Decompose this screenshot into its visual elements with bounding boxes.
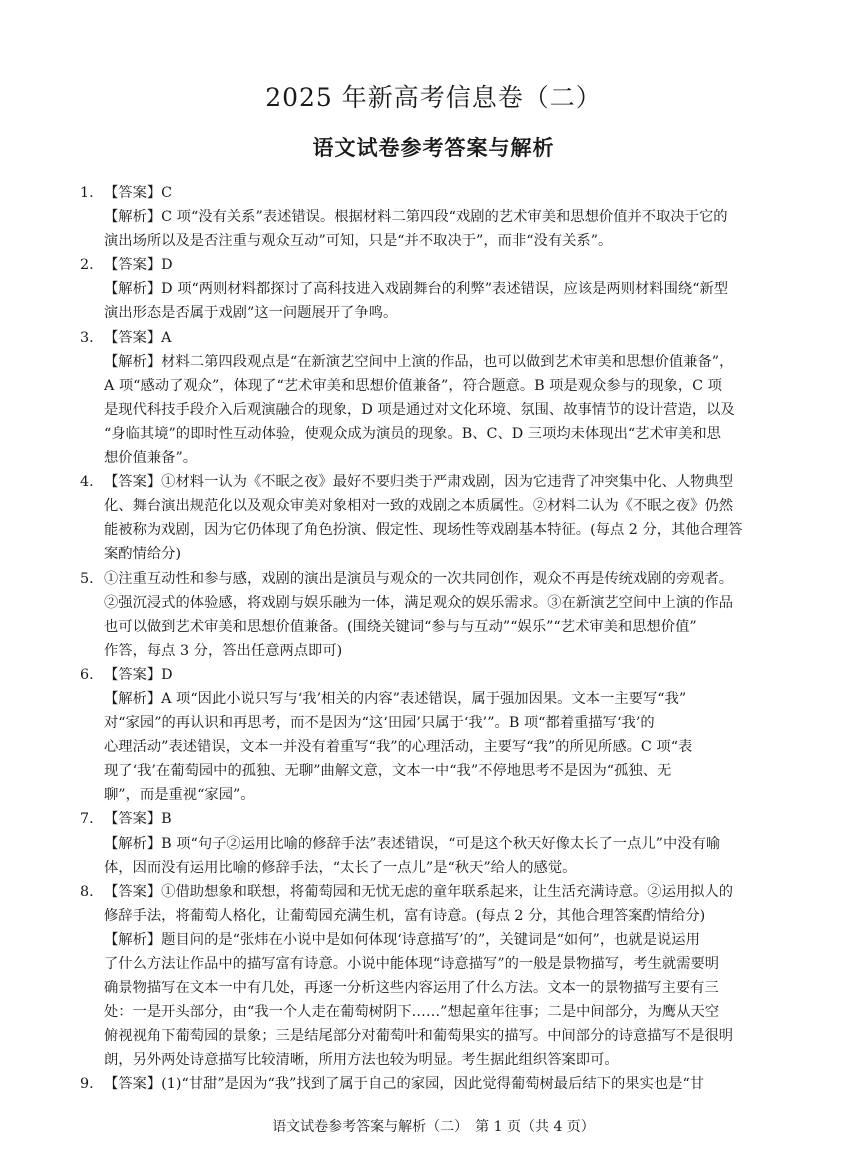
answer-text-line: 俯视视角下葡萄园的景象；三是结尾部分对葡萄叶和葡萄果实的描写。中间部分的诗意描写不是很明 <box>104 1028 734 1045</box>
question-number: 4. <box>80 474 94 491</box>
answer-item <box>80 807 786 879</box>
answer-text-line: 能被称为戏剧，因为它仍体现了角色扮演、假定性、现场性等戏剧基本特征。(每点 2 分，其他合理答 <box>104 522 743 539</box>
answer-text-line: 聊”，而是重视“家园”。 <box>104 787 255 804</box>
answer-text-line: A 项“感动了观众”，体现了“艺术审美和思想价值兼备”，符合题意。B 项是观众参与的现象，C 项 <box>104 377 722 394</box>
answer-text-line: 【答案】A <box>104 329 172 346</box>
answer-item <box>80 880 786 1073</box>
answer-text-line: 【答案】(1)“甘甜”是因为“我”找到了属于自己的家园，因此觉得葡萄树最后结下的果实也是“甘 <box>104 1076 705 1093</box>
answer-text-line: 【答案】B <box>104 811 172 828</box>
answer-text-line: 【解析】B 项“句子②运用比喻的修辞手法”表述错误，“可是这个秋天好像太长了一点儿”中没有喻 <box>104 835 721 852</box>
answer-item <box>80 1072 786 1096</box>
answer-text-line: ②强沉浸式的体验感，将戏剧与娱乐融为一体，满足观众的娱乐需求。③在新演艺空间中上演的作品 <box>104 594 734 611</box>
answer-text-line: 【答案】D <box>104 666 173 683</box>
page-subtitle: 语文试卷参考答案与解析 <box>312 135 555 160</box>
answer-text-line: 案酌情给分) <box>104 546 182 563</box>
question-number: 7. <box>80 811 94 828</box>
answer-text-line: 是现代科技手段介入后观演融合的现象，D 项是通过对文化环境、氛围、故事情节的设计营造，以及 <box>104 401 735 418</box>
answer-item <box>80 253 786 325</box>
answer-text-line: 【答案】C <box>104 185 173 201</box>
answer-text-line: 【解析】A 项“因此小说只写与‘我’相关的内容”表述错误，属于强加因果。文本一主要写“我” <box>104 690 687 707</box>
question-number: 2. <box>80 257 94 274</box>
answer-text-line: 【解析】D 项“两则材料都探讨了高科技进入戏剧舞台的利弊”表述错误，应该是两则材料围绕“新型 <box>104 281 729 298</box>
answer-text-line: 【解析】题目问的是“张炜在小说中是如何体现‘诗意描写’的”，关键词是“如何”，也就是说运用 <box>104 931 700 948</box>
question-number: 9. <box>80 1076 94 1093</box>
answer-text-line: 心理活动”表述错误，文本一并没有着重写“我”的心理活动，主要写“我”的所见所感。C 项“表 <box>104 739 693 756</box>
question-number: 8. <box>80 883 94 900</box>
answer-text-line: 体，因而没有运用比喻的修辞手法，“太长了一点儿”是“秋天”给人的感觉。 <box>104 859 577 876</box>
answer-text-line: 现了‘我’在葡萄园中的孤独、无聊”曲解文意，文本一中“我”不停地思考不是因为“孤独、无 <box>104 763 672 780</box>
answer-item <box>80 181 786 253</box>
answer-item <box>80 567 786 663</box>
question-number: 5. <box>80 570 94 587</box>
question-number: 3. <box>80 329 94 346</box>
answer-text-line: 演出场所以及是否注重与观众互动”可知，只是“并不取决于”，而非“没有关系”。 <box>104 233 613 250</box>
question-number: 1. <box>80 185 94 201</box>
page-title: 2025 年新高考信息卷（二） <box>265 83 602 112</box>
answer-text-line: 确景物描写在文本一中有几处，再逐一分析这些内容运用了什么方法。文本一的景物描写主要有三 <box>104 980 719 997</box>
answer-item <box>80 663 786 808</box>
answer-text-line: 朗，另外两处诗意描写比较清晰，所用方法也较为明显。考生据此组织答案即可。 <box>104 1052 619 1069</box>
answer-text-line: 【解析】C 项“没有关系”表述错误。根据材料二第四段“戏剧的艺术审美和思想价值并不取决于它的 <box>104 209 728 226</box>
answer-list <box>80 181 786 1097</box>
answer-text-line: “身临其境”的即时性互动体验，使观众成为演员的现象。B、C、D 三项均未体现出“艺术审美和思 <box>104 425 721 442</box>
answer-text-line: 化、舞台演出规范化以及观众审美对象相对一致的戏剧之本质属性。②材料二认为《不眠之夜》仍然 <box>104 498 734 515</box>
answer-text-line: 演出形态是否属于戏剧”这一问题展开了争鸣。 <box>104 305 398 322</box>
answer-text-line: 【答案】①借助想象和联想，将葡萄园和无忧无虑的童年联系起来，让生活充满诗意。②运用拟人的 <box>104 883 734 900</box>
answer-text-line: 作答，每点 3 分，答出任意两点即可) <box>104 642 343 659</box>
answer-text-line: 修辞手法，将葡萄人格化，让葡萄园充满生机，富有诗意。(每点 2 分，其他合理答案酌情给分) <box>104 907 706 924</box>
answer-text-line: 对“家园”的再认识和再思考，而不是因为“这‘田园’只属于‘我’”。B 项“都着重描写‘我’的 <box>104 715 655 732</box>
answer-text-line: 也可以做到艺术审美和思想价值兼备。(围绕关键词“参与与互动”“娱乐”“艺术审美和思想价值” <box>104 618 697 635</box>
question-number: 6. <box>80 666 94 683</box>
answer-item <box>80 326 786 471</box>
answer-text-line: 了什么方法让作品中的描写富有诗意。小说中能体现“诗意描写”的一般是景物描写，考生就需要明 <box>104 956 720 972</box>
answer-text-line: 处：一是开头部分，由“我一个人走在葡萄树阴下……”想起童年往事；二是中间部分，为鹰从天空 <box>104 1004 720 1021</box>
answer-text-line: 【答案】①材料一认为《不眠之夜》最好不要归类于严肃戏剧，因为它违背了冲突集中化、人物典型 <box>104 474 734 491</box>
page-footer: 语文试卷参考答案与解析（二） 第 1 页（共 4 页） <box>272 1119 595 1135</box>
answer-text-line: ①注重互动性和参与感，戏剧的演出是演员与观众的一次共同创作，观众不再是传统戏剧的旁观者。 <box>104 570 734 587</box>
answer-text-line: 想价值兼备”。 <box>104 450 198 467</box>
answer-item <box>80 470 786 566</box>
answer-text-line: 【解析】材料二第四段观点是“在新演艺空间中上演的作品，也可以做到艺术审美和思想价值兼备”， <box>104 353 734 370</box>
answer-text-line: 【答案】D <box>104 257 173 274</box>
